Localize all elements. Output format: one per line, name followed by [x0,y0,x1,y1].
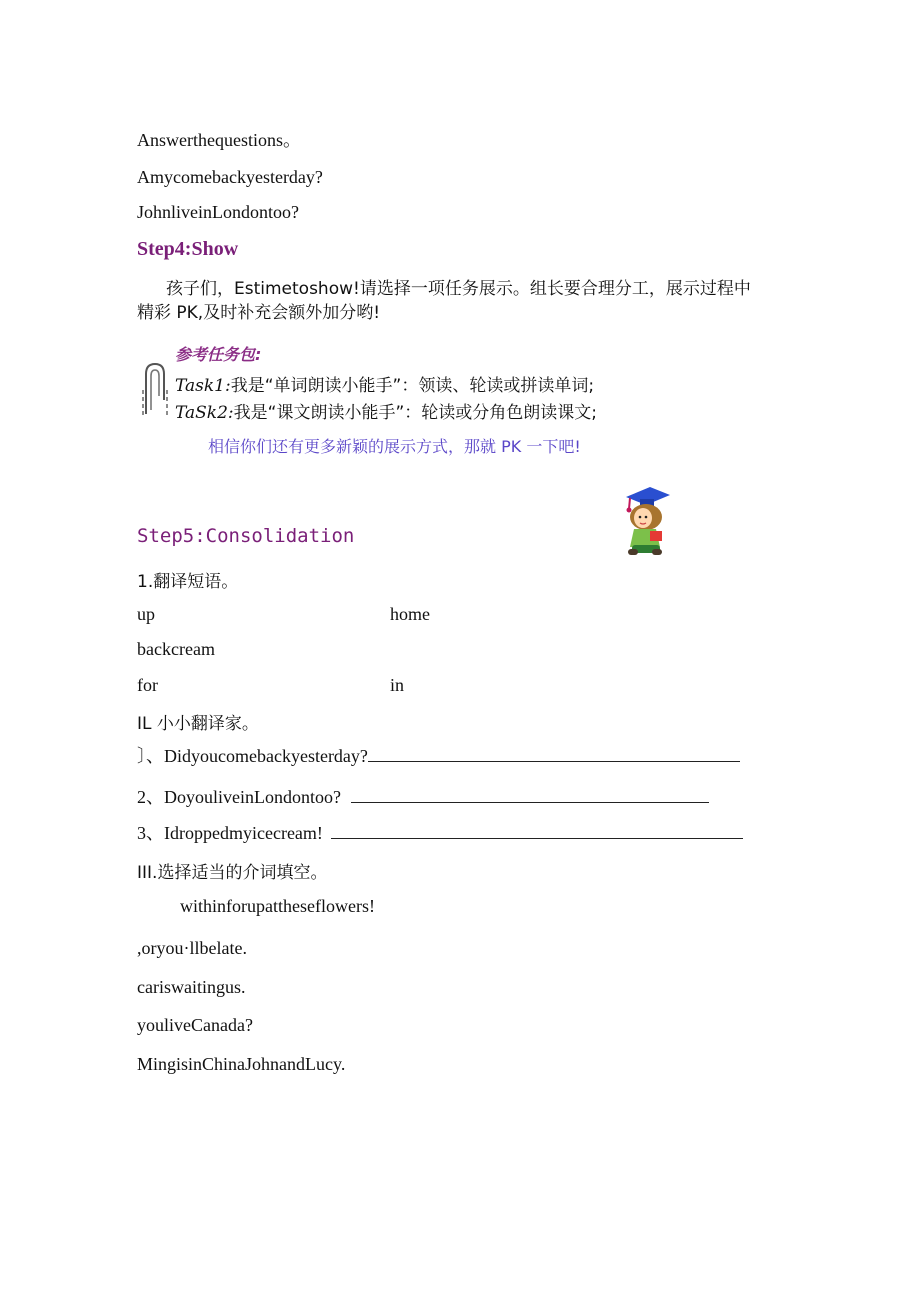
fill-sentence-2: cariswaitingus. [137,977,246,997]
step5-title: Step5:Consolidation [137,525,355,547]
graduate-girl-illustration [620,483,672,559]
translation-number: 2、 [137,787,164,807]
question-1: Amycomebackyesterday? [137,167,323,187]
answer-blank[interactable] [351,786,709,803]
step4-title: Step4:Show [137,238,239,260]
word-bank: withinforupattheseflowers! [180,896,375,916]
task2-row [175,398,597,423]
task1-label: Task1: [175,376,231,396]
task2-text: 我是“课文朗读小能手”：轮读或分角色朗读课文; [233,403,597,423]
task1-row [175,371,594,396]
fill-sentence-4: MingisinChinaJohnandLucy. [137,1054,346,1074]
step4-paragraph-line2: 精彩 PK,及时补充会额外加分哟! [137,303,381,323]
phrase-row-1-right: home [390,604,430,624]
part1-heading: 1.翻译短语。 [137,572,239,592]
translation-number: 3、 [137,823,164,843]
phrase-row-3-right: in [390,675,405,695]
answer-blank[interactable] [368,745,740,762]
fill-sentence-1: ,oryou·llbelate. [137,938,247,958]
part3-heading: III.选择适当的介词填空。 [137,863,328,883]
phrase-row-3-left: for [137,675,158,695]
translation-sentence: DoyouliveinLondontoo? [164,787,341,807]
paperclip-icon [140,360,170,418]
translation-item-2 [137,786,709,808]
task2-label: TaSk2: [175,403,234,423]
fill-sentence-3: youliveCanada? [137,1015,253,1035]
phrase-row-1-left: up [137,604,155,624]
task1-text: 我是“单词朗读小能手”：领读、轮读或拼读单词; [230,376,595,396]
question-2: JohnliveinLondontoo? [137,202,299,222]
translation-number: 〕、 [137,746,164,766]
translation-sentence: Idroppedmyicecream! [164,823,323,843]
translation-item-1 [137,745,740,767]
translation-item-3 [137,822,743,844]
phrase-row-2-left: backcream [137,639,215,659]
answer-prompt: Answerthequestions。 [137,130,301,150]
task-pack-title: 参考任务包: [175,345,262,364]
answer-blank[interactable] [331,822,743,839]
step4-paragraph-line1: 孩子们，Estimetoshow!请选择一项任务展示。组长要合理分工，展示过程中 [166,279,751,299]
closing-note: 相信你们还有更多新颖的展示方式，那就 PK 一下吧! [208,437,581,456]
part2-heading: IL 小小翻译家。 [137,714,259,734]
translation-sentence: Didyoucomebackyesterday? [164,746,368,766]
